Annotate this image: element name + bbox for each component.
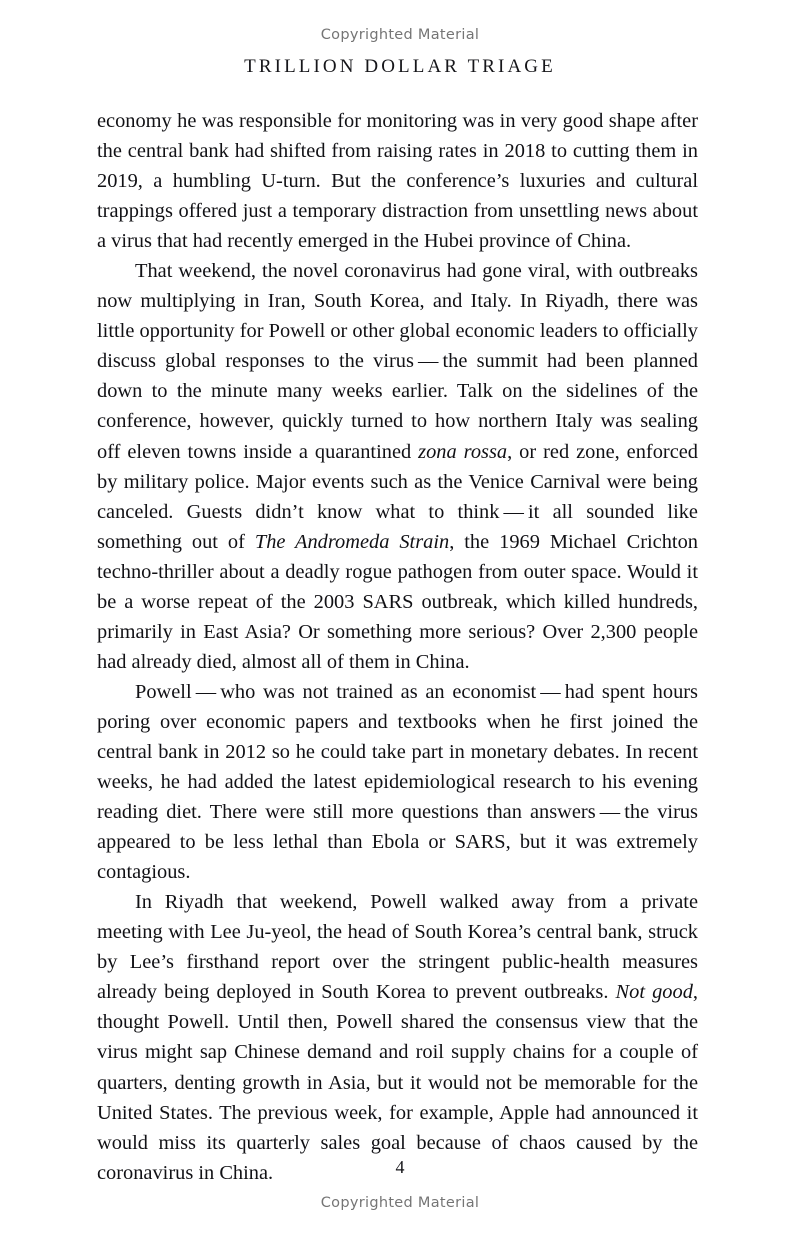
copyright-watermark-bottom: Copyrighted Material — [320, 1195, 480, 1211]
paragraph-1: economy he was responsible for monitoring was in very good shape after the central bank had shifted from raising rates in 2018 to cutting them in 2019, a humbling U-turn. But the conference’s luxuries and cultural trappings offered just a temporary distraction from unsettling news about a virus that had recently emerged in the Hubei province of China. — [97, 110, 698, 253]
italic-run: The Andromeda Strain — [254, 530, 450, 553]
copyright-watermark-top: Copyrighted Material — [320, 27, 480, 43]
paragraph-2: That weekend, the novel coronavirus had gone viral, with outbreaks now multiplying in Iran, South Korea, and Italy. In Riyadh, there was little opportunity for Powell or other global economic leaders to officially discuss global responses to the virus — the summit had been planned down to the minute many weeks earlier. Talk on the sidelines of the conference, however, quickly turned to how northern Italy was sealing off eleven towns inside a quarantined zona rossa, or red zone, enforced by military police. Major events such as the Venice Carnival were being canceled. Guests didn’t know what to think — it all sounded like something out of The Andromeda Strain, the 1969 Michael Crichton techno-thriller about a deadly rogue pathogen from outer space. Would it be a worse repeat of the 2003 SARS outbreak, which killed hundreds, primarily in East Asia? Or something more serious? Over 2,300 people had already died, almost all of them in China. — [97, 260, 698, 673]
running-head-title: TRILLION DOLLAR TRIAGE — [244, 56, 556, 77]
paragraph-4: In Riyadh that weekend, Powell walked away from a private meeting with Lee Ju-yeol, the head of South Korea’s central bank, struck by Lee’s firsthand report over the stringent public-health measures already being deployed in South Korea to prevent outbreaks. Not good, thought Powell. Until then, Powell shared the consensus view that the virus might sap Chinese demand and roil supply chains for a couple of quarters, denting growth in Asia, but it would not be memorable for the United States. The previous week, for example, Apple had announced it would miss its quarterly sales goal because of chaos caused by the coronavirus in China. — [97, 891, 698, 1184]
italic-run: zona rossa — [418, 440, 508, 463]
page-number: 4 — [395, 1157, 405, 1177]
body-text-block — [97, 106, 698, 1188]
paragraph-3: Powell — who was not trained as an economist — had spent hours poring over economic papers and textbooks when he first joined the central bank in 2012 so he could take part in monetary debates. In recent weeks, he had added the latest epidemiological research to his evening reading diet. There were still more questions than answers — the virus appeared to be less lethal than Ebola or SARS, but it was extremely contagious. — [97, 680, 698, 884]
italic-run: Not good — [615, 981, 693, 1004]
